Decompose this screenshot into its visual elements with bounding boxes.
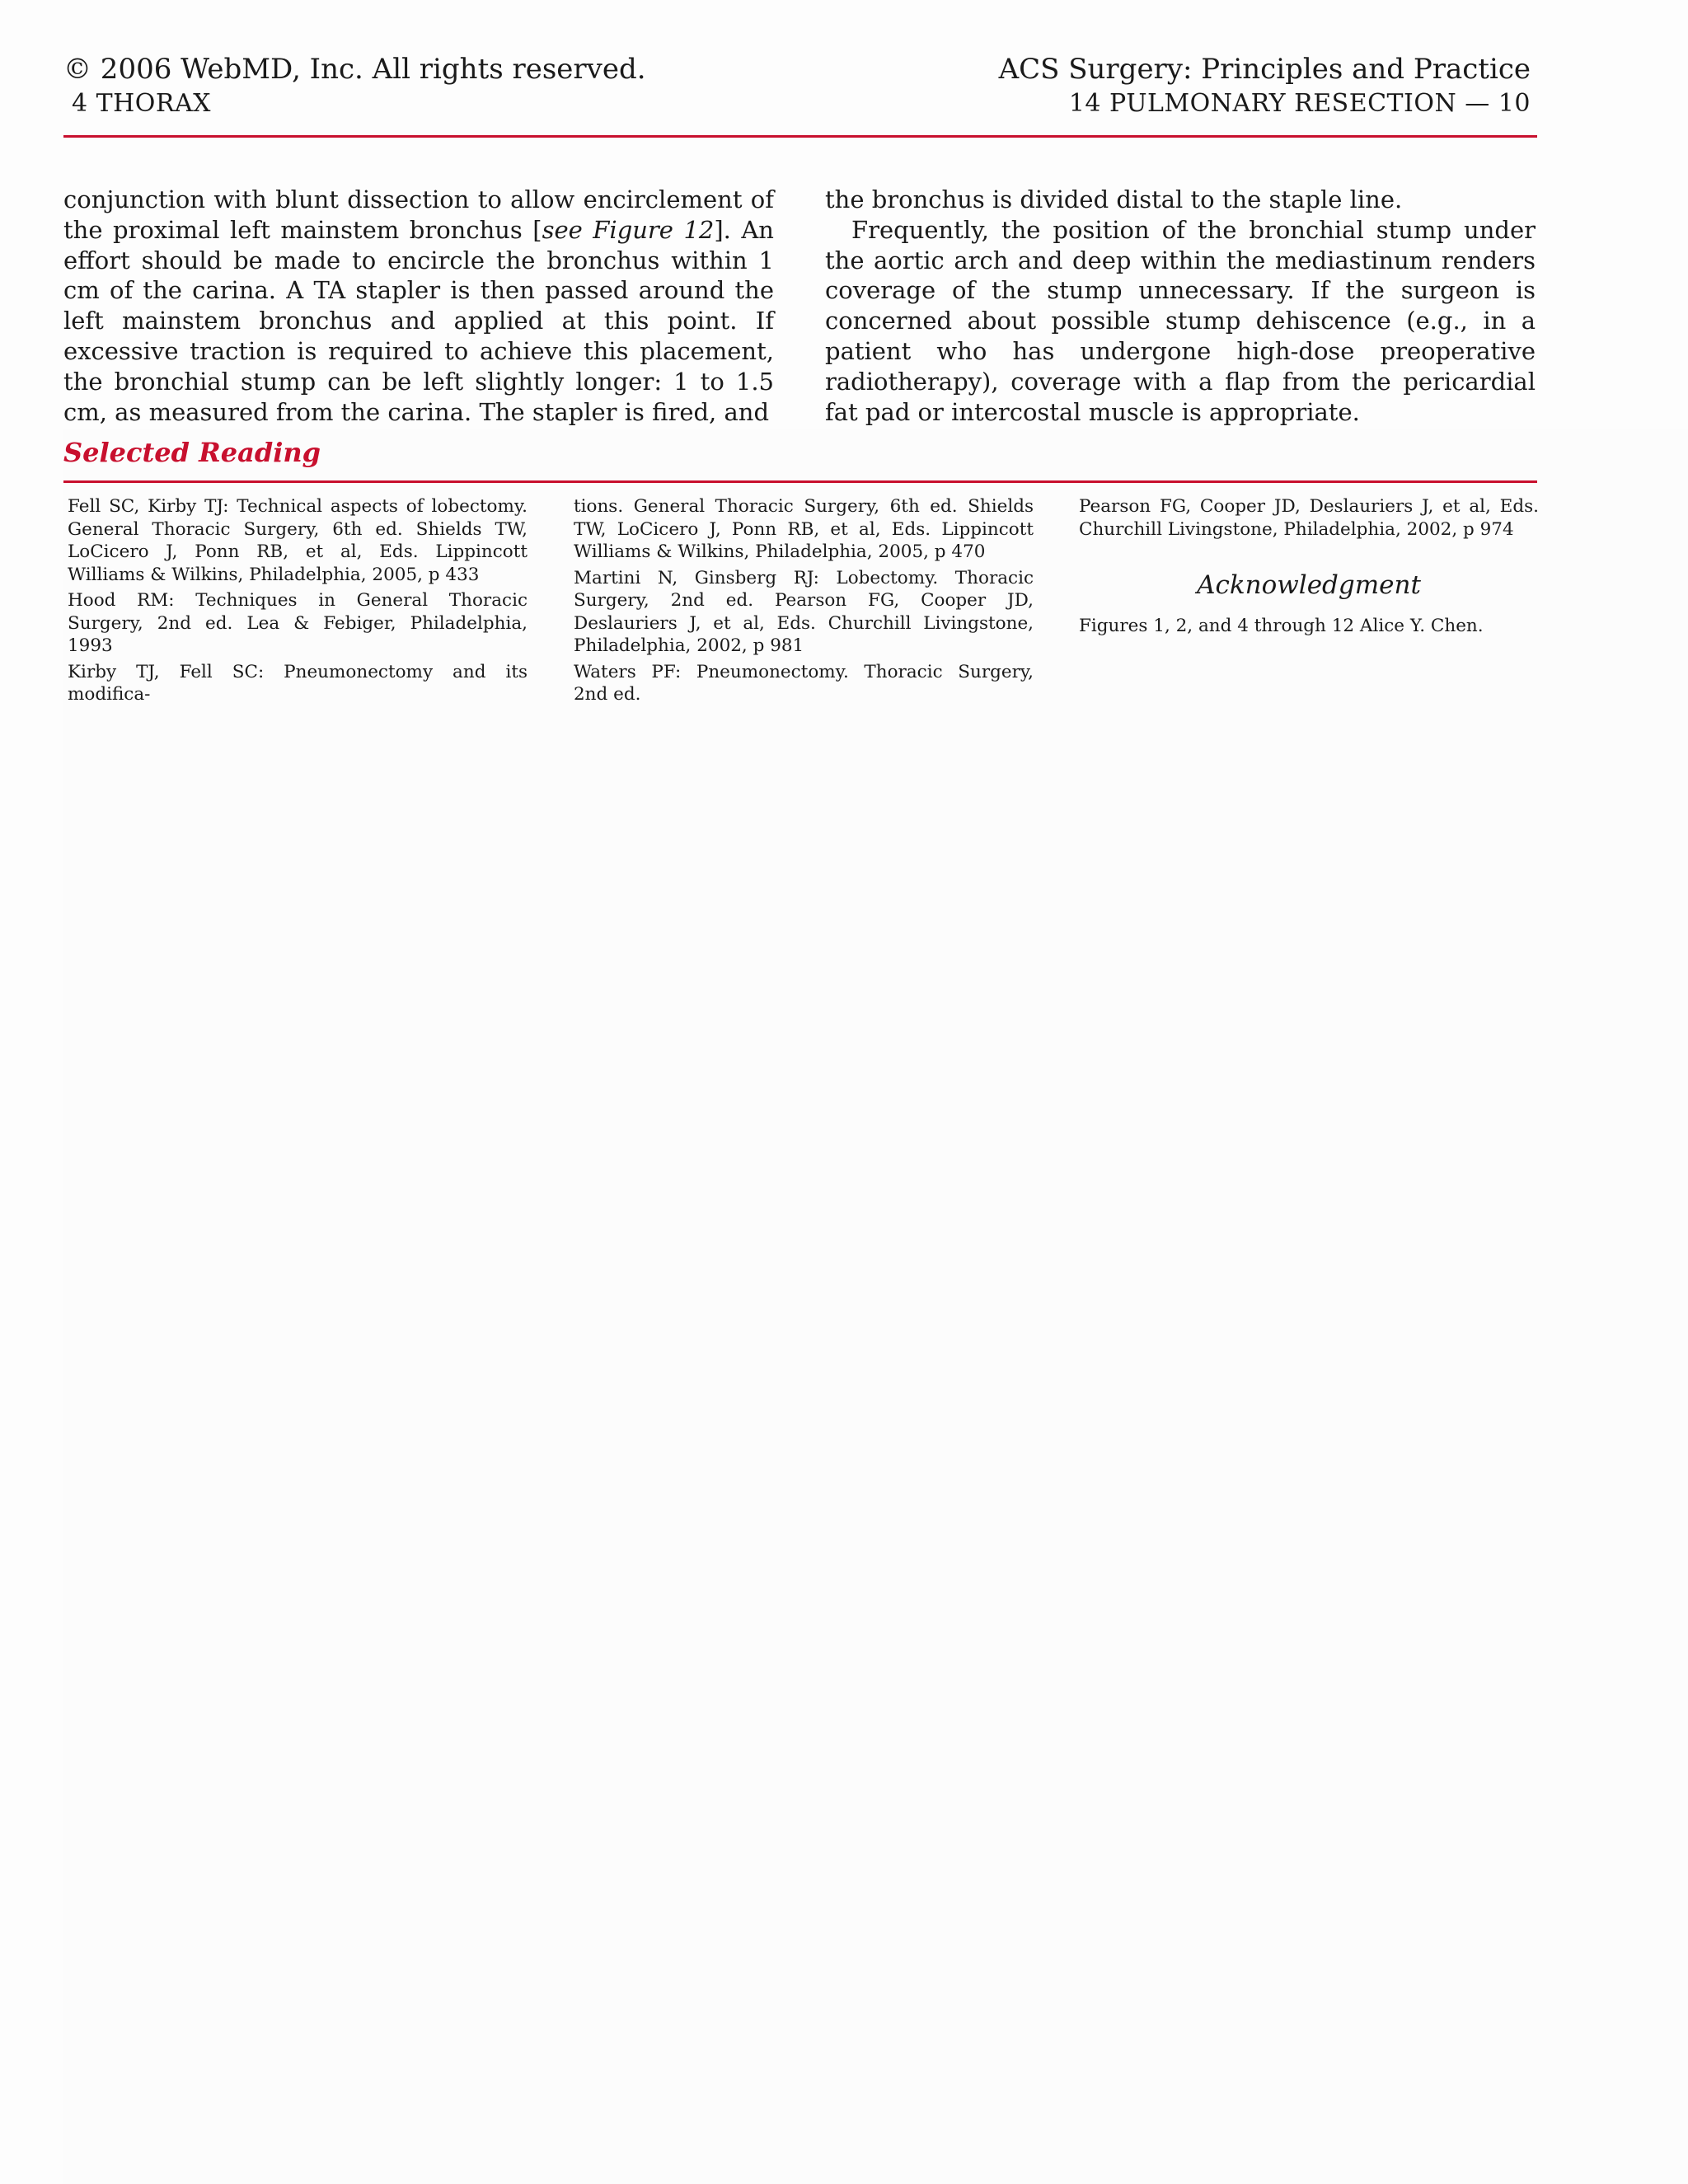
acknowledgment-text: Figures 1, 2, and 4 through 12 Alice Y. Chen. [1079,616,1484,636]
body-paragraph [63,185,774,427]
reference-entry: Pearson FG, Cooper JD, Deslauriers J, et al, Eds. Churchill Livingstone, Philadelphia, 2002, p 974 [1079,496,1539,540]
acknowledgment-heading: Acknowledgment [1197,570,1421,600]
reference-entry: Fell SC, Kirby TJ: Technical aspects of lobectomy. General Thoracic Surgery, 6th ed. Shields TW, LoCicero J, Ponn RB, et al, Eds. Lippincott Williams & Wilkins, Philadelphia, 2005, p 433 [68,496,528,585]
header-rule [63,135,1537,138]
book-title: ACS Surgery: Principles and Practice [998,53,1531,86]
reference-entry: Kirby TJ, Fell SC: Pneumonectomy and its modifica- [68,661,528,705]
body-text: conjunction with blunt dissection to allow encirclement of the proximal left mainstem bronchus [ [63,185,774,244]
body-text: ]. An effort should be made to encircle the bronchus within 1 cm of the carina. A TA stapler is then passed around the left mainstem bronchus and applied at this point. If excessive traction is required to achieve this placement, the bronchial stump can be left slightly longer: 1 to 1.5 cm, as measured from the carina. The stapler is fired, and [63,215,774,426]
reference-entry: tions. General Thoracic Surgery, 6th ed. Shields TW, LoCicero J, Ponn RB, et al, Eds. Lippincott Williams & Wilkins, Philadelphia, 2005, p 470 [574,496,1034,562]
reference-entry: Hood RM: Techniques in General Thoracic Surgery, 2nd ed. Lea & Febiger, Philadelphia, 1993 [68,590,528,656]
reference-column-2 [574,495,1034,710]
section-label: 4 THORAX [72,89,211,118]
running-header-right [999,51,1531,120]
running-header-left [63,51,646,120]
body-paragraph: Frequently, the position of the bronchial stump under the aortic arch and deep within the mediastinum renders coverage of the stump unnecessary. If the surgeon is concerned about possible stump dehiscence (e.g., in a patient who has undergone high-dose preoperative radiotherapy), coverage with a flap from the pericardial fat pad or intercostal muscle is appropriate. [825,215,1536,426]
reference-column-1 [68,495,528,710]
reference-entry: Waters PF: Pneumonectomy. Thoracic Surgery, 2nd ed. [574,661,1034,705]
body-paragraph: the bronchus is divided distal to the staple line. [825,185,1403,213]
section-rule [63,480,1537,483]
reference-column-3 [1079,495,1539,641]
body-column-right [825,185,1536,427]
body-column-left [63,185,774,427]
reference-entry: Martini N, Ginsberg RJ: Lobectomy. Thoracic Surgery, 2nd ed. Pearson FG, Cooper JD, Deslauriers J, et al, Eds. Churchill Livingstone, Philadelphia, 2002, p 981 [574,567,1034,656]
figure-reference: see Figure 12 [542,215,715,244]
copyright-line: © 2006 WebMD, Inc. All rights reserved. [63,53,646,86]
section-heading: Selected Reading [63,437,321,468]
chapter-label: 14 PULMONARY RESECTION — 10 [1068,89,1531,118]
